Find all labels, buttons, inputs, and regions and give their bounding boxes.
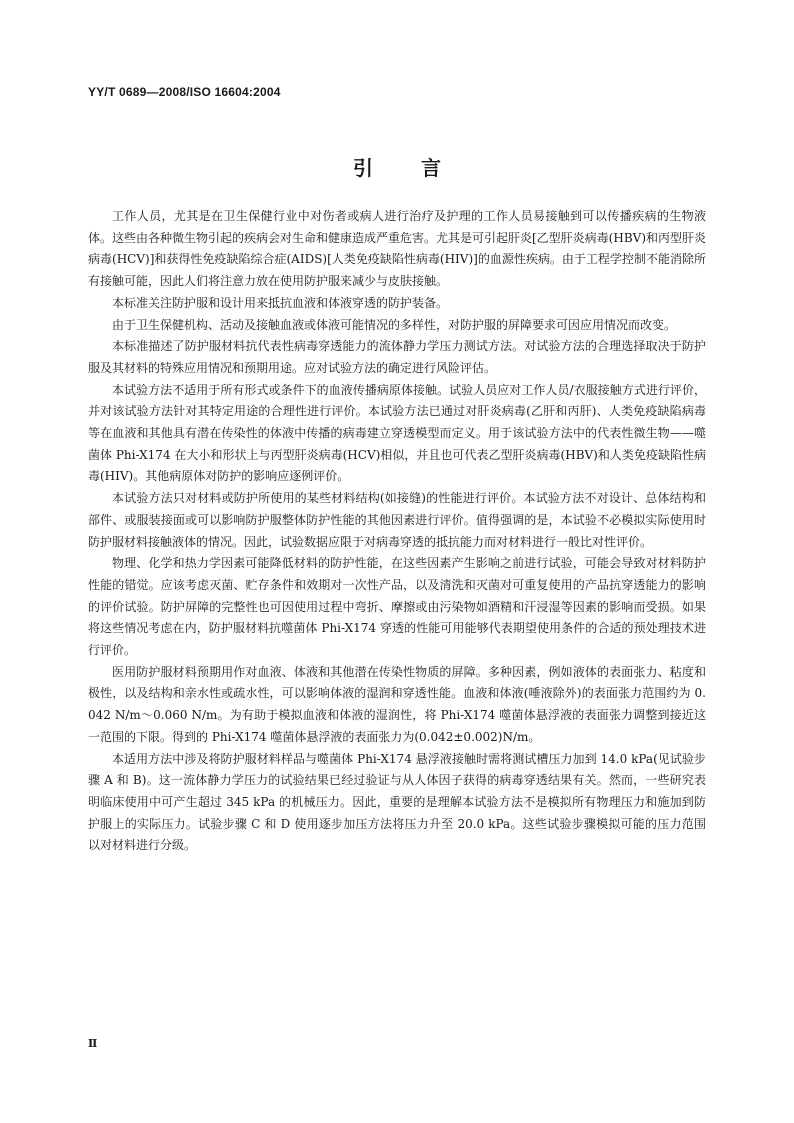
- document-code: YY/T 0689—2008/ISO 16604:2004: [88, 85, 281, 99]
- paragraph: 工作人员，尤其是在卫生保健行业中对伤者或病人进行治疗及护理的工作人员易接触到可以传播疾病的生物液体。这些由各种微生物引起的疾病会对生命和健康造成严重危害。尤其是可引起肝炎[乙型肝炎病毒(HBV)和丙型肝炎病毒(HCV)]和获得性免疫缺陷综合症(AIDS)[人类免疫缺陷性病毒(HIV)]的血源性疾病。由于工程学控制不能消除所有接触可能，因此人们将注意力放在使用防护服来减少与皮肤接触。: [88, 209, 706, 289]
- paragraph: 本适用方法中涉及将防护服材料样品与噬菌体 Phi-X174 悬浮液接触时需将测试槽压力加到 14.0 kPa(见试验步骤 A 和 B)。这一流体静力学压力的试验结果已经过验证与从人体因子获得的病毒穿透结果有关。然而，一些研究表明临床使用中可产生超过 345 kPa 的机械压力。因此，重要的是理解本试验方法不是模拟所有物理压力和施加到防护服上的实际压力。试验步骤 C 和 D 使用逐步加压方法将压力升至 20.0 kPa。这些试验步骤模拟可能的压力范围以对材料进行分级。: [88, 751, 706, 853]
- paragraph: 本标准描述了防护服材料抗代表性病毒穿透能力的流体静力学压力测试方法。对试验方法的合理选择取决于防护服及其材料的特殊应用情况和预期用途。应对试验方法的确定进行风险评估。: [88, 339, 706, 375]
- paragraph: 本试验方法不适用于所有形式或条件下的血液传播病原体接触。试验人员应对工作人员/衣服接触方式进行评价，并对该试验方法针对其特定用途的合理性进行评价。本试验方法已通过对肝炎病毒(乙肝和丙肝)、人类免疫缺陷病毒等在血液和其他具有潜在传染性的体液中传播的病毒建立穿透模型而定义。用于该试验方法中的代表性微生物——噬菌体 Phi-X174 在大小和形状上与丙型肝炎病毒(HCV)相似，并且也可代表乙型肝炎病毒(HBV)和人类免疫缺陷性病毒(HIV)。其他病原体对防护的影响应逐例评价。: [88, 382, 706, 484]
- paragraph: 本试验方法只对材料或防护所使用的某些材料结构(如接缝)的性能进行评价。本试验方法不对设计、总体结构和部件、或服装接面或可以影响防护服整体防护性能的其他因素进行评价。值得强调的是，本试验不必模拟实际使用时防护服材料接触液体的情况。因此，试验数据应限于对病毒穿透的抵抗能力而对材料进行一般比对性评价。: [88, 491, 706, 549]
- paragraph: 物理、化学和热力学因素可能降低材料的防护性能，在这些因素产生影响之前进行试验，可能会导致对材料防护性能的错觉。应该考虑灭菌、贮存条件和效期对一次性产品，以及清洗和灭菌对可重复使用的产品抗穿透能力的影响的评价试验。防护屏障的完整性也可因使用过程中弯折、摩擦或由污染物如酒精和汗浸湿等因素的影响而受损。如果将这些情况考虑在内，防护服材料抗噬菌体 Phi-X174 穿透的性能可用能够代表期望使用条件的合适的预处理技术进行评价。: [88, 556, 706, 658]
- paragraph: 由于卫生保健机构、活动及接触血液或体液可能情况的多样性，对防护服的屏障要求可因应用情况而改变。: [112, 317, 677, 332]
- paragraph: 本标准关注防护服和设计用来抵抗血液和体液穿透的防护装备。: [112, 295, 449, 310]
- paragraph: 医用防护服材料预期用作对血液、体液和其他潜在传染性物质的屏障。多种因素，例如液体的表面张力、粘度和极性，以及结构和亲水性或疏水性，可以影响体液的湿润和穿透性能。血液和体液(唾液除外)的表面张力范围约为 0.042 N/m～0.060 N/m。为有助于模拟血液和体液的湿润性，将 Phi-X174 噬菌体悬浮液的表面张力调整到接近这一范围的下限。得到的 Phi-X174 噬菌体悬浮液的表面张力为(0.042±0.002)N/m。: [88, 664, 706, 744]
- page-number: Ⅱ: [88, 1037, 98, 1050]
- document-body: [88, 206, 706, 857]
- page-title: 引言: [353, 156, 489, 180]
